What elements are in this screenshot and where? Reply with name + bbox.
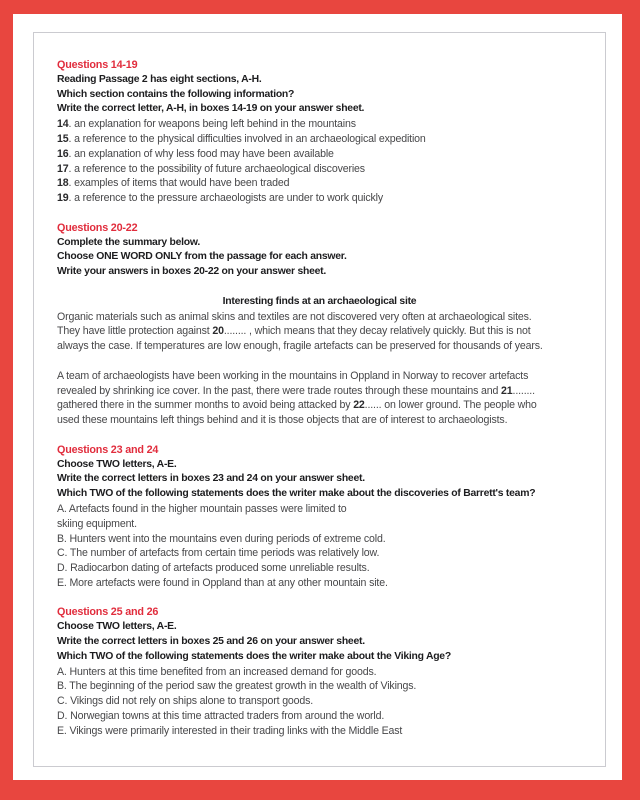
question-number: 14: [57, 118, 69, 131]
instruction-line: Write the correct letters in boxes 23 and 24 on your answer sheet.: [57, 473, 365, 485]
summary-text: ...... on lower ground. The people who: [364, 399, 537, 412]
question-text: . an explanation for weapons being left behind in the mountains: [68, 118, 356, 131]
question-number: 16: [57, 147, 69, 160]
instruction-line: Write your answers in boxes 20-22 on your answer sheet.: [57, 266, 327, 278]
question-item: [57, 176, 582, 191]
option-line: D. Radiocarbon dating of artefacts produced some unreliable results.: [57, 562, 370, 575]
question-item: [57, 147, 582, 162]
summary-line: [57, 324, 582, 339]
question-text: . a reference to the possibility of future archaeological discoveries: [68, 162, 365, 175]
option-line: C. Vikings did not rely on ships alone to transport goods.: [57, 695, 314, 708]
section-spacer: [57, 280, 582, 295]
question-item: [57, 117, 582, 132]
section-heading-q14-19: Questions 14-19: [57, 59, 138, 71]
instruction-line: Reading Passage 2 has eight sections, A-H.: [57, 73, 262, 85]
section-spacer: [57, 428, 582, 443]
question-item: [57, 191, 582, 206]
question-item: [57, 132, 582, 147]
instruction-line: Complete the summary below.: [57, 236, 200, 248]
section-heading-q20-22: Questions 20-22: [57, 221, 138, 234]
option-line: D. Norwegian towns at this time attracted traders from around the world.: [57, 710, 385, 723]
summary-line: used these mountains left things behind and it is those objects that are of interest to archaeologists.: [57, 414, 508, 427]
question-text: . an explanation of why less food may have been available: [68, 147, 334, 160]
question-item: [57, 162, 582, 177]
summary-text: They have little protection against: [57, 325, 213, 338]
option-line: B. Hunters went into the mountains even during periods of extreme cold.: [57, 532, 386, 545]
section-heading-q25-26: Questions 25 and 26: [57, 606, 159, 619]
blank-number-20: 20: [212, 325, 224, 338]
instruction-line: Write the correct letters in boxes 25 and 26 on your answer sheet.: [57, 636, 365, 648]
question-number: 17: [57, 162, 69, 175]
question-number: 15: [57, 132, 69, 145]
summary-line: A team of archaeologists have been working in the mountains in Oppland in Norway to recover artefacts: [57, 369, 529, 382]
summary-line: always the case. If temperatures are low enough, fragile artefacts can be preserved for thousands of years.: [57, 340, 543, 353]
option-line: E. Vikings were primarily interested in their trading links with the Middle East: [57, 724, 403, 737]
option-line: B. The beginning of the period saw the greatest growth in the wealth of Vikings.: [57, 680, 417, 693]
option-line: E. More artefacts were found in Oppland than at any other mountain site.: [57, 576, 388, 589]
instruction-line: Choose TWO letters, A-E.: [57, 458, 177, 470]
question-text: . examples of items that would have been traded: [68, 177, 290, 190]
summary-line: [57, 384, 582, 399]
instruction-line: Which TWO of the following statements does the writer make about the discoveries of Barrett's team?: [57, 488, 536, 500]
option-line: C. The number of artefacts from certain time periods was relatively low.: [57, 547, 380, 560]
document-page: [13, 14, 622, 780]
instruction-line: Choose ONE WORD ONLY from the passage for each answer.: [57, 251, 347, 263]
section-spacer: [57, 591, 582, 606]
question-number: 19: [57, 192, 69, 205]
summary-text: ........ , which means that they decay relatively quickly. But this is not: [223, 325, 531, 338]
content-panel: [33, 32, 606, 767]
instruction-line: Choose TWO letters, A-E.: [57, 621, 177, 633]
instruction-line: Write the correct letter, A-H, in boxes 14-19 on your answer sheet.: [57, 103, 365, 115]
section-heading-q23-24: Questions 23 and 24: [57, 443, 159, 456]
section-spacer: [57, 206, 582, 221]
option-line: skiing equipment.: [57, 517, 137, 530]
summary-line: [57, 398, 582, 413]
summary-text: gathered there in the summer months to avoid being attacked by: [57, 399, 354, 412]
question-number: 18: [57, 177, 69, 190]
option-line: A. Hunters at this time benefited from an increased demand for goods.: [57, 665, 377, 678]
summary-line: Organic materials such as animal skins and textiles are not discovered very often at archaeological sites.: [57, 310, 532, 323]
question-text: . a reference to the pressure archaeologists are under to work quickly: [68, 192, 384, 205]
option-line: A. Artefacts found in the higher mountain passes were limited to: [57, 502, 347, 515]
summary-text: ........: [512, 384, 535, 397]
instruction-line: Which TWO of the following statements does the writer make about the Viking Age?: [57, 650, 451, 662]
summary-title: Interesting finds at an archaeological site: [222, 295, 417, 307]
question-text: . a reference to the physical difficulties involved in an archaeological expedition: [68, 132, 426, 145]
paragraph-spacer: [57, 354, 582, 369]
instruction-line: Which section contains the following information?: [57, 88, 295, 100]
blank-number-21: 21: [501, 384, 513, 397]
blank-number-22: 22: [353, 399, 365, 412]
summary-text: revealed by shrinking ice cover. In the past, there were trade routes through these mountains and: [57, 384, 502, 397]
